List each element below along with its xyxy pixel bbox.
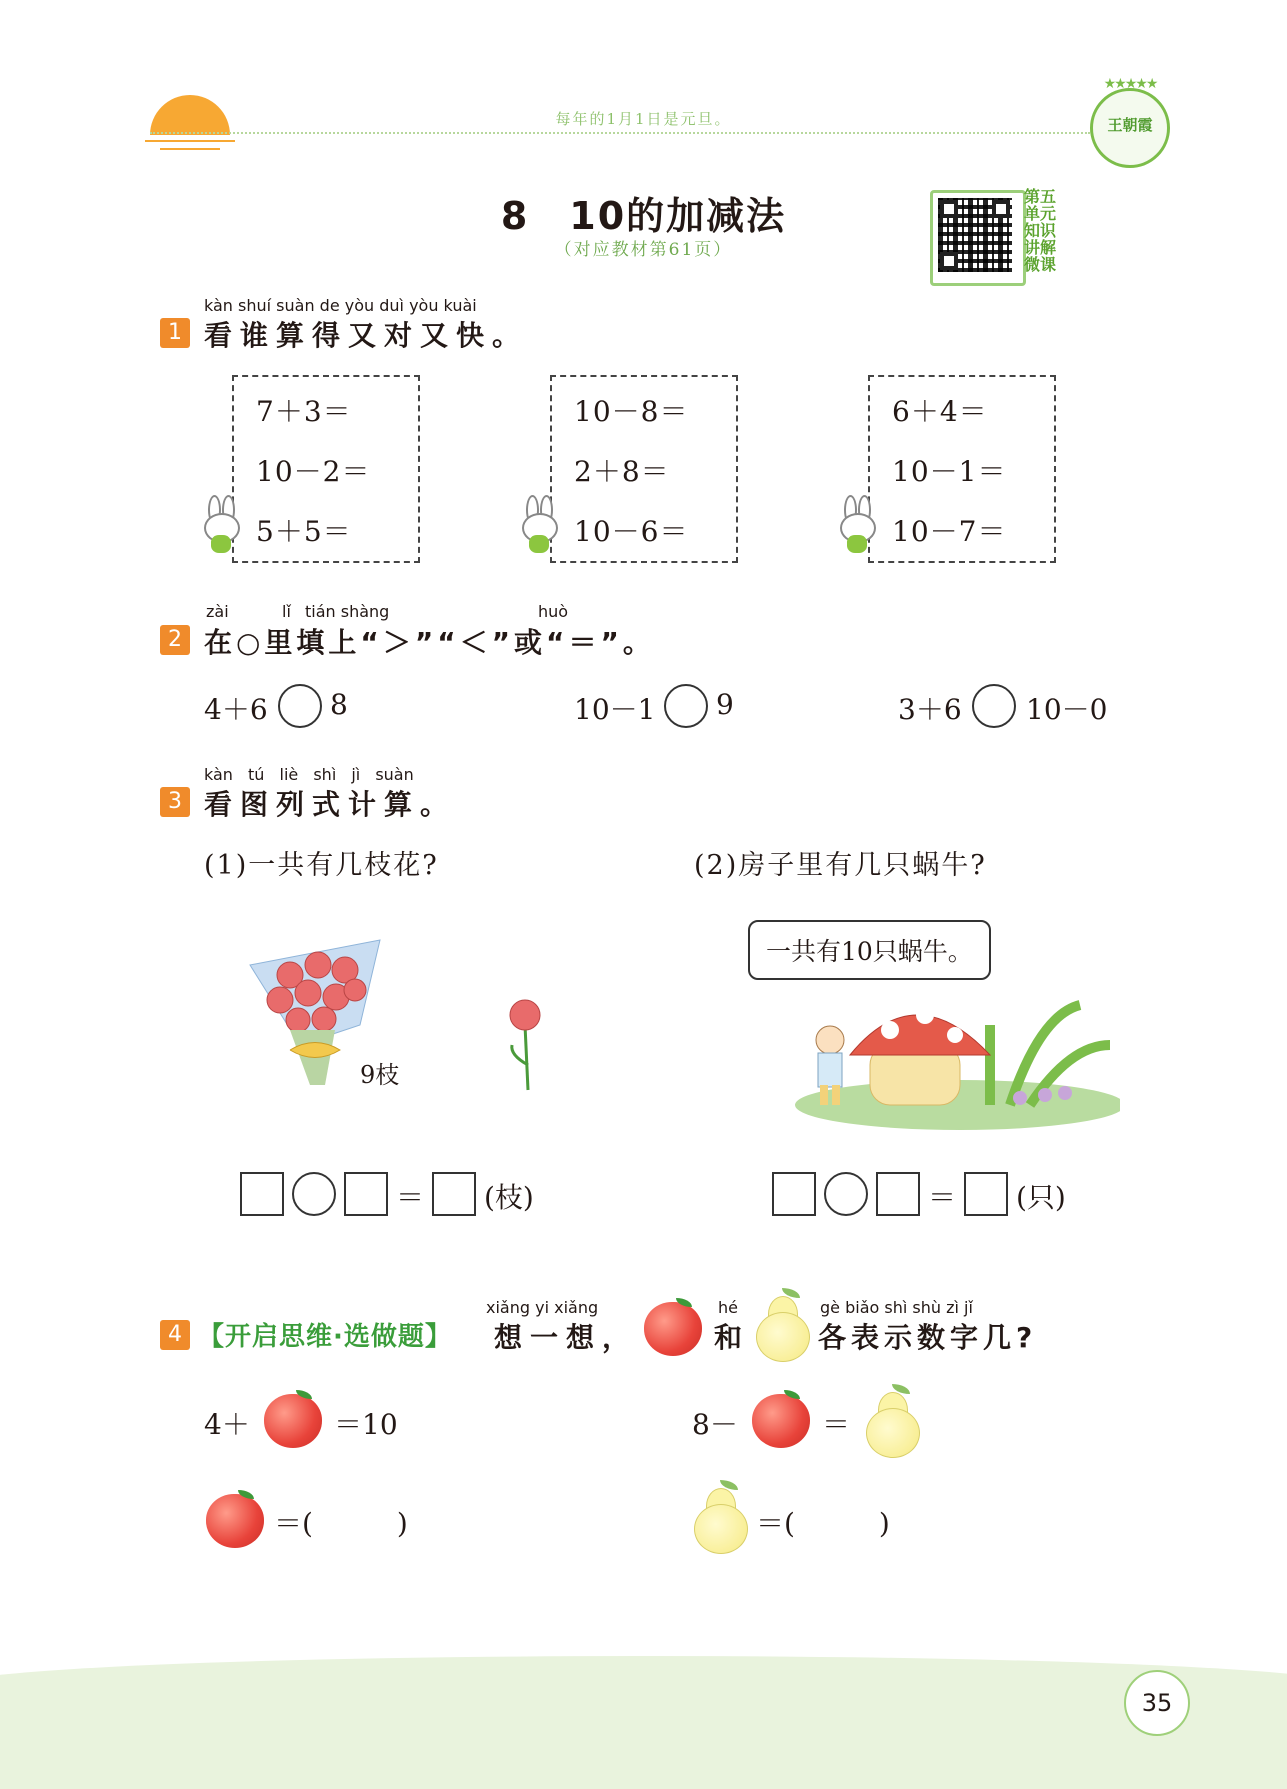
compare-circle[interactable] [972,684,1016,728]
pear-icon [694,1486,746,1552]
footer-band [0,1680,1287,1789]
header-note: 每年的1月1日是元旦。 [555,110,732,128]
q1-heading: 看谁算得又对又快。 [204,319,529,352]
logo-text: 王朝霞 [1107,116,1153,134]
qr-label: 第五单元知识讲解微课 [1024,187,1057,274]
bouquet-label: 9枝 [360,1061,400,1089]
page-title: 8 10的加减法 [500,194,787,238]
equals-sign: ＝ [396,1181,425,1214]
bunny-icon [838,495,874,555]
mushroom-house-illustration [790,985,1120,1130]
q2-heading: 在○里填上“＞”“＜”或“＝”。 [204,626,655,659]
q4-heading: 和 [714,1321,751,1354]
pear-icon [756,1294,808,1360]
flower-icon [500,995,550,1095]
answer-box[interactable] [432,1172,476,1216]
q3-heading: 看图列式计算。 [204,788,457,821]
equation: 5＋5＝ [256,515,352,548]
equation: 10－8＝ [574,395,689,428]
qr-corner [940,252,958,270]
compare-right: 10－0 [1026,693,1108,726]
equation: 10－7＝ [892,515,1007,548]
answer-box[interactable] [344,1172,388,1216]
equals-sign: ＝ [928,1181,957,1214]
equation: 7＋3＝ [256,395,352,428]
compare-right: 8 [330,688,348,721]
qr-corner [992,200,1010,218]
answer-box[interactable] [964,1172,1008,1216]
q2-pinyin: lǐ [282,602,291,621]
compare-right: 9 [716,688,734,721]
equation: 6＋4＝ [892,395,988,428]
q4-heading: 各表示数字几? [818,1321,1038,1354]
q4-pinyin: xiǎng yi xiǎng [486,1298,599,1317]
apple-icon [206,1494,264,1548]
compare-circle[interactable] [278,684,322,728]
apple-icon [644,1302,702,1356]
equation: 2＋8＝ [574,455,670,488]
unit-label: (枝) [484,1181,534,1214]
logo-stars: ★★★★★ [1103,76,1157,92]
q4-heading: 想一想， [494,1321,639,1354]
answer-blank[interactable]: ＝( ) [274,1507,408,1540]
header-divider [150,132,1090,134]
equation: 10－2＝ [256,455,371,488]
page-number: 35 [1124,1670,1190,1736]
pear-icon [866,1390,918,1456]
q2-pinyin: huò [538,602,569,621]
apple-icon [752,1394,810,1448]
sun-line [160,148,220,150]
compare-circle[interactable] [664,684,708,728]
q4-tag: 【开启思维·选做题】 [198,1322,452,1352]
q2-pinyin: tián shàng [305,602,390,621]
q2-number-badge: 2 [160,625,190,655]
bunny-icon [520,495,556,555]
bunny-icon [202,495,238,555]
equation-part: 4＋ [204,1408,250,1441]
equation: 10－1＝ [892,455,1007,488]
compare-left: 10－1 [574,693,656,726]
q3-number-badge: 3 [160,787,190,817]
q2-pinyin: zài [206,602,229,621]
operator-circle[interactable] [824,1172,868,1216]
qr-corner [940,200,958,218]
q1-number-badge: 1 [160,318,190,348]
equation-part: ＝10 [334,1408,398,1441]
q3-part1-label: (1)一共有几枝花? [204,850,439,881]
unit-label: (只) [1016,1181,1066,1214]
equation: 10－6＝ [574,515,689,548]
q4-pinyin: hé [718,1298,738,1317]
compare-left: 3＋6 [898,693,962,726]
answer-box[interactable] [876,1172,920,1216]
apple-icon [264,1394,322,1448]
q4-number-badge: 4 [160,1320,190,1350]
q4-pinyin: gè biǎo shì shù zì jǐ [820,1298,973,1317]
compare-left: 4＋6 [204,693,268,726]
q3-part2-label: (2)房子里有几只蜗牛? [694,850,987,881]
speech-bubble: 一共有10只蜗牛。 [748,920,991,980]
page-subtitle: （对应教材第61页） [554,240,733,260]
answer-box[interactable] [240,1172,284,1216]
answer-blank[interactable]: ＝( ) [756,1507,890,1540]
q1-pinyin: kàn shuí suàn de yòu duì yòu kuài [204,296,477,315]
equation-part: 8－ [692,1408,738,1441]
equation-part: ＝ [822,1408,851,1441]
operator-circle[interactable] [292,1172,336,1216]
q3-pinyin: kàn tú liè shì jì suàn [204,765,414,784]
answer-box[interactable] [772,1172,816,1216]
sun-line [145,140,235,142]
